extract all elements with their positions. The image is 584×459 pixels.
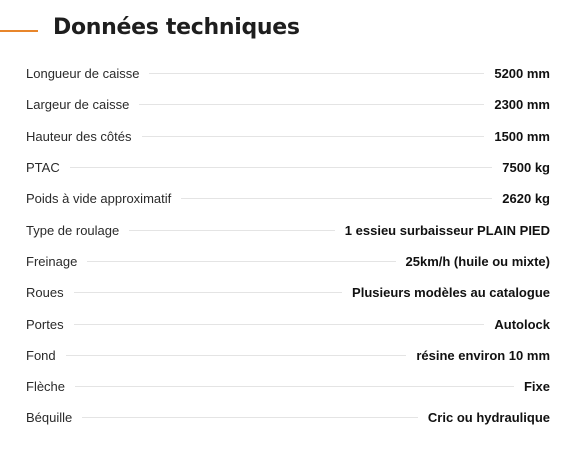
spec-label: Poids à vide approximatif — [26, 191, 172, 207]
spec-row — [26, 340, 550, 371]
leader-line — [70, 167, 493, 168]
spec-value: 7500 kg — [502, 160, 550, 176]
spec-row — [26, 183, 550, 214]
spec-row — [26, 277, 550, 308]
spec-value: 1 essieu surbaisseur PLAIN PIED — [344, 222, 550, 238]
title-accent-line — [0, 30, 38, 32]
spec-row — [26, 152, 550, 183]
leader-line — [181, 198, 492, 199]
leader-line — [75, 386, 514, 387]
spec-value: 2620 kg — [502, 191, 550, 207]
spec-label: Roues — [26, 285, 64, 301]
leader-line — [142, 136, 485, 137]
spec-value: Autolock — [494, 316, 550, 332]
spec-row — [26, 121, 550, 152]
spec-row — [26, 308, 550, 339]
spec-label: Longueur de caisse — [26, 66, 140, 82]
section-header — [0, 12, 584, 52]
spec-row — [26, 214, 550, 245]
spec-row — [26, 371, 550, 402]
spec-label: Type de roulage — [26, 222, 120, 238]
leader-line — [66, 355, 407, 356]
spec-value: Fixe — [523, 379, 550, 395]
leader-line — [74, 324, 485, 325]
spec-label: Hauteur des côtés — [26, 128, 132, 144]
spec-list — [26, 58, 550, 434]
spec-row — [26, 246, 550, 277]
spec-row — [26, 58, 550, 89]
spec-label: PTAC — [26, 160, 60, 176]
spec-value: Cric ou hydraulique — [427, 410, 550, 426]
leader-line — [74, 292, 342, 293]
spec-label: Flèche — [26, 379, 66, 395]
spec-value: Plusieurs modèles au catalogue — [352, 285, 550, 301]
spec-row — [26, 89, 550, 120]
spec-label: Freinage — [26, 253, 78, 269]
section-title: Données techniques — [53, 15, 300, 40]
spec-label: Largeur de caisse — [26, 97, 130, 113]
spec-value: 25km/h (huile ou mixte) — [405, 253, 550, 269]
leader-line — [87, 261, 395, 262]
leader-line — [82, 417, 418, 418]
leader-line — [149, 73, 484, 74]
spec-label: Portes — [26, 316, 64, 332]
spec-value: résine environ 10 mm — [416, 347, 550, 363]
spec-label: Fond — [26, 347, 56, 363]
spec-value: 2300 mm — [494, 97, 550, 113]
spec-label: Béquille — [26, 410, 73, 426]
leader-line — [129, 230, 335, 231]
spec-row — [26, 402, 550, 433]
spec-value: 1500 mm — [494, 128, 550, 144]
leader-line — [139, 104, 484, 105]
spec-value: 5200 mm — [494, 66, 550, 82]
